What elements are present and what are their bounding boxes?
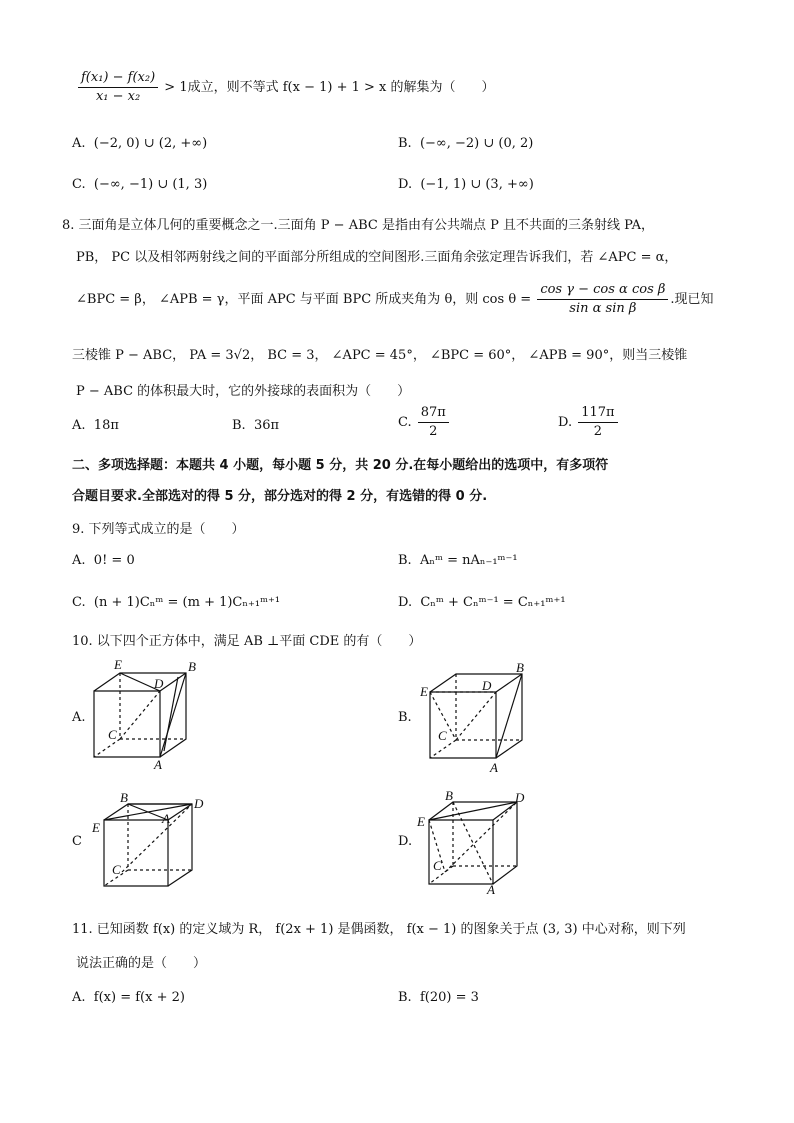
- q9-stem: 9. 下列等式成立的是（ ）: [72, 522, 245, 537]
- q8-option-a: [72, 418, 119, 433]
- segment-cd: [120, 691, 160, 739]
- point-label-b: B: [188, 659, 196, 674]
- q9-option-b: [398, 553, 518, 568]
- q8-line-3: [76, 282, 714, 317]
- option-text: Cₙᵐ + Cₙᵐ⁻¹ = Cₙ₊₁ᵐ⁺¹: [420, 595, 566, 610]
- option-letter: A.: [72, 418, 86, 433]
- option-letter: A.: [72, 136, 86, 151]
- point-label-c: C: [112, 862, 121, 877]
- q11-line-2: 说法正确的是（ ）: [76, 956, 207, 971]
- q10-option-a-letter: A.: [72, 710, 86, 725]
- point-label-e: E: [417, 814, 425, 829]
- point-label-b: B: [120, 790, 128, 805]
- q7-option-b: [398, 136, 533, 151]
- option-letter: B.: [398, 136, 412, 151]
- point-label-e: E: [420, 684, 428, 699]
- segment-ab-shadow: [164, 677, 178, 751]
- q7-stem-tail: > 1成立，则不等式 f(x − 1) + 1 > x 的解集为（ ）: [160, 80, 495, 95]
- point-label-c: C: [108, 727, 117, 742]
- segment-ab: [453, 802, 493, 884]
- option-text: (−2, 0) ∪ (2, +∞): [93, 136, 208, 151]
- option-text: Aₙᵐ = nAₙ₋₁ᵐ⁻¹: [419, 553, 518, 568]
- q8-option-b: [232, 418, 279, 433]
- frac-denominator: 2: [593, 424, 603, 439]
- q7-option-a: [72, 136, 207, 151]
- option-letter: C.: [398, 415, 412, 430]
- q8-line-3-text: ∠BPC = β， ∠APB = γ，平面 APC 与平面 BPC 所成夹角为 θ，则 cos θ =: [76, 292, 532, 307]
- option-fraction: [418, 405, 449, 440]
- option-letter: B.: [232, 418, 246, 433]
- q8-cos-fraction: [537, 282, 668, 317]
- point-label-a: A: [162, 811, 170, 826]
- q7-option-d: [398, 177, 534, 192]
- point-label-a: A: [490, 760, 498, 775]
- segment-ed: [429, 802, 517, 820]
- segment-ab: [496, 674, 522, 758]
- point-label-a: A: [154, 757, 162, 772]
- option-letter: D.: [398, 177, 413, 192]
- q11-option-a: [72, 990, 185, 1005]
- option-letter: C.: [72, 177, 86, 192]
- section-2-line-2: 合题目要求.全部选对的得 5 分，部分选对的得 2 分，有选错的得 0 分.: [72, 489, 488, 504]
- option-letter: A.: [72, 990, 86, 1005]
- frac-denominator: 2: [429, 424, 438, 439]
- option-text: 0! = 0: [93, 553, 135, 568]
- q10-cube-d-figure: [415, 786, 535, 896]
- q10-cube-c-figure: [92, 790, 212, 895]
- point-label-e: E: [114, 657, 122, 672]
- point-label-e: E: [92, 820, 100, 835]
- cube-front-face: [430, 692, 496, 758]
- section-2-line-1: 二、多项选择题：本题共 4 小题，每小题 5 分，共 20 分.在每小题给出的选项中，有多项符: [72, 458, 609, 473]
- q8-line-2: PB， PC 以及相邻两射线之间的平面部分所组成的空间图形.三面角余弦定理告诉我们，若 ∠APC = α，: [76, 250, 678, 265]
- q7-fraction: [78, 70, 158, 105]
- segment-cd: [445, 802, 517, 872]
- option-text: 18π: [93, 418, 119, 433]
- cube-top-side-edges: [429, 802, 517, 884]
- option-letter: D.: [558, 415, 573, 430]
- q7-frac-numerator: f(x₁) − f(x₂): [78, 70, 158, 88]
- option-letter: B.: [398, 553, 412, 568]
- segment-cd: [122, 804, 192, 872]
- q8-frac-numerator: cos γ − cos α cos β: [537, 282, 668, 300]
- cube-edge: [160, 673, 186, 691]
- frac-numerator: 117π: [578, 405, 617, 423]
- q9-option-d: [398, 595, 566, 610]
- q8-option-c: [398, 405, 451, 440]
- point-label-d: D: [515, 790, 525, 805]
- q10-cube-b-figure: [420, 660, 530, 775]
- option-letter: B.: [398, 990, 412, 1005]
- cube-front-face: [429, 820, 493, 884]
- option-text: (−1, 1) ∪ (3, +∞): [420, 177, 534, 192]
- q10-option-c-letter: C: [72, 834, 82, 849]
- option-text: 36π: [253, 418, 280, 433]
- q11-option-b: [398, 990, 479, 1005]
- point-label-c: C: [433, 858, 442, 873]
- q11-line-1: 11. 已知函数 f(x) 的定义域为 R， f(2x + 1) 是偶函数， f(x − 1) 的图象关于点 (3, 3) 中心对称，则下列: [72, 922, 686, 937]
- option-letter: C.: [72, 595, 86, 610]
- point-label-d: D: [154, 676, 164, 691]
- cube-edge: [496, 674, 522, 692]
- point-label-a: A: [487, 882, 495, 896]
- option-letter: D.: [398, 595, 413, 610]
- option-letter: A.: [72, 553, 86, 568]
- q8-line-1: 8. 三面角是立体几何的重要概念之一.三面角 P − ABC 是指由有公共端点 P 且不共面的三条射线 PA，: [62, 218, 655, 233]
- q10-stem: 10. 以下四个正方体中，满足 AB ⊥平面 CDE 的有（ ）: [72, 634, 422, 649]
- option-text: f(20) = 3: [419, 990, 479, 1005]
- q8-line-4: 三棱锥 P − ABC， PA = 3√2， BC = 3， ∠APC = 45°， ∠BPC = 60°， ∠APB = 90°，则当三棱锥: [72, 348, 688, 363]
- option-text: (−∞, −1) ∪ (1, 3): [93, 177, 208, 192]
- q7-option-c: [72, 177, 207, 192]
- point-label-b: B: [445, 788, 453, 803]
- cube-front-face: [94, 691, 160, 757]
- point-label-b: B: [516, 660, 524, 675]
- q8-line-3-tail: .现已知: [670, 292, 714, 307]
- option-text: (n + 1)Cₙᵐ = (m + 1)Cₙ₊₁ᵐ⁺¹: [93, 595, 281, 610]
- q8-frac-denominator: sin α sin β: [569, 301, 637, 316]
- q10-option-b-letter: B.: [398, 710, 412, 725]
- option-text: f(x) = f(x + 2): [93, 990, 185, 1005]
- q9-option-c: [72, 595, 280, 610]
- segment-ab: [160, 673, 186, 757]
- q8-option-d: [558, 405, 620, 440]
- frac-numerator: 87π: [418, 405, 449, 423]
- option-text: (−∞, −2) ∪ (0, 2): [419, 136, 534, 151]
- q8-line-5: P − ABC 的体积最大时，它的外接球的表面积为（ ）: [76, 384, 411, 399]
- option-fraction: [578, 405, 617, 440]
- segment-cd: [456, 692, 496, 740]
- point-label-c: C: [438, 728, 447, 743]
- q10-cube-a-figure: [90, 655, 200, 775]
- q9-option-a: [72, 553, 135, 568]
- q7-condition: [76, 70, 494, 105]
- q10-option-d-letter: D.: [398, 834, 413, 849]
- q7-frac-denominator: x₁ − x₂: [95, 89, 141, 104]
- point-label-d: D: [194, 796, 204, 811]
- point-label-d: D: [482, 678, 492, 693]
